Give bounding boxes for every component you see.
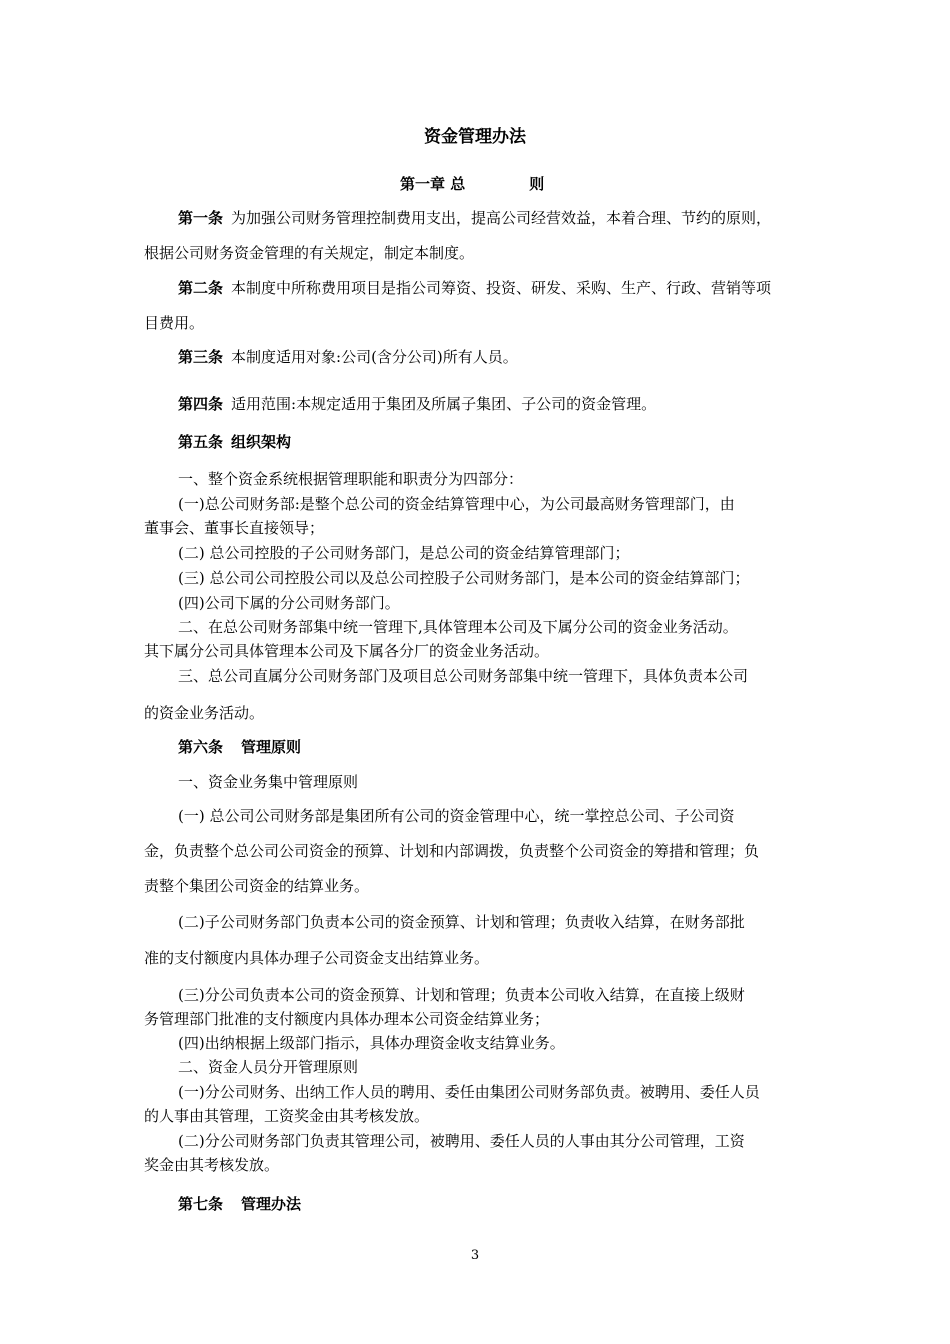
- article-2-line-1: 第二条 本制度中所称费用项目是指公司筹资、投资、研发、采购、生产、行政、营销等项: [178, 279, 772, 297]
- article-6-para-3-line-1: (二)子公司财务部门负责本公司的资金预算、计划和管理；负责收入结算，在财务部批: [178, 913, 745, 931]
- article-5-para-1: 一、整个资金系统根据管理职能和职责分为四部分：: [178, 470, 524, 488]
- article-7-heading: 第七条 管理办法: [178, 1195, 302, 1213]
- article-6-heading: 第六条 管理原则: [178, 738, 302, 756]
- article-5-para-2-line-2: 董事会、董事长直接领导；: [144, 519, 325, 537]
- chapter-tail: 则: [529, 175, 545, 193]
- article-5-para-3: (二) 总公司控股的子公司财务部门，是总公司的资金结算管理部门；: [178, 544, 630, 562]
- article-6-para-3-line-2: 准的支付额度内具体办理子公司资金支出结算业务。: [144, 949, 490, 967]
- chapter-head: 第一章 总: [400, 175, 466, 193]
- article-7-label: 第七条: [178, 1195, 224, 1213]
- article-1-line-2: 根据公司财务资金管理的有关规定，制定本制度。: [144, 244, 475, 262]
- article-6-para-2-line-1: (一) 总公司公司财务部是集团所有公司的资金管理中心，统一掌控总公司、子公司资: [178, 807, 735, 825]
- article-6-para-2-line-3: 责整个集团公司资金的结算业务。: [144, 877, 370, 895]
- article-6-para-8-line-1: (二)分公司财务部门负责其管理公司，被聘用、委任人员的人事由其分公司管理，工资: [178, 1132, 745, 1150]
- article-5-label: 第五条: [178, 433, 224, 451]
- article-5-para-4: (三) 总公司公司控股公司以及总公司控股子公司财务部门，是本公司的资金结算部门；: [178, 569, 750, 587]
- article-2-line-2: 目费用。: [144, 314, 205, 332]
- article-5-para-5: (四)公司下属的分公司财务部门。: [178, 594, 400, 612]
- article-6-para-6: 二、资金人员分开管理原则: [178, 1058, 359, 1076]
- document-title: 资金管理办法: [424, 127, 526, 147]
- article-6-para-4-line-2: 务管理部门批准的支付额度内具体办理本公司资金结算业务；: [144, 1010, 550, 1028]
- article-6-para-4-line-1: (三)分公司负责本公司的资金预算、计划和管理；负责本公司收入结算，在直接上级财: [178, 986, 745, 1004]
- article-6-para-1: 一、资金业务集中管理原则: [178, 773, 359, 791]
- article-6-para-8-line-2: 奖金由其考核发放。: [144, 1156, 280, 1174]
- article-1-line-1: 第一条 为加强公司财务管理控制费用支出，提高公司经营效益，本着合理、节约的原则，: [178, 209, 772, 227]
- article-3-label: 第三条: [178, 348, 224, 366]
- article-3-line-1: 第三条 本制度适用对象:公司(含分公司)所有人员。: [178, 348, 518, 366]
- article-5-para-6-line-2: 其下属分公司具体管理本公司及下属各分厂的资金业务活动。: [144, 642, 550, 660]
- article-5-para-7-line-2: 的资金业务活动。: [144, 704, 265, 722]
- article-5-para-6-line-1: 二、在总公司财务部集中统一管理下,具体管理本公司及下属分公司的资金业务活动。: [178, 618, 738, 636]
- article-4-label: 第四条: [178, 395, 224, 413]
- article-5-para-7-line-1: 三、总公司直属分公司财务部门及项目总公司财务部集中统一管理下，具体负责本公司: [178, 667, 749, 685]
- article-6-para-7-line-2: 的人事由其管理，工资奖金由其考核发放。: [144, 1107, 430, 1125]
- article-5-heading: 第五条 组织架构: [178, 433, 292, 451]
- article-6-para-7-line-1: (一)分公司财务、出纳工作人员的聘用、委任由集团公司财务部负责。被聘用、委任人员: [178, 1083, 760, 1101]
- article-6-label: 第六条: [178, 738, 224, 756]
- article-2-label: 第二条: [178, 279, 224, 297]
- article-1-label: 第一条: [178, 209, 224, 227]
- article-4-line-1: 第四条 适用范围:本规定适用于集团及所属子集团、子公司的资金管理。: [178, 395, 657, 413]
- page-number: 3: [470, 1248, 480, 1263]
- chapter-heading: [400, 174, 544, 194]
- article-5-para-2-line-1: (一)总公司财务部:是整个总公司的资金结算管理中心，为公司最高财务管理部门，由: [178, 495, 735, 513]
- article-6-para-5: (四)出纳根据上级部门指示，具体办理资金收支结算业务。: [178, 1034, 565, 1052]
- article-6-para-2-line-2: 金，负责整个总公司公司资金的预算、计划和内部调拨，负责整个公司资金的筹措和管理；负: [144, 842, 760, 860]
